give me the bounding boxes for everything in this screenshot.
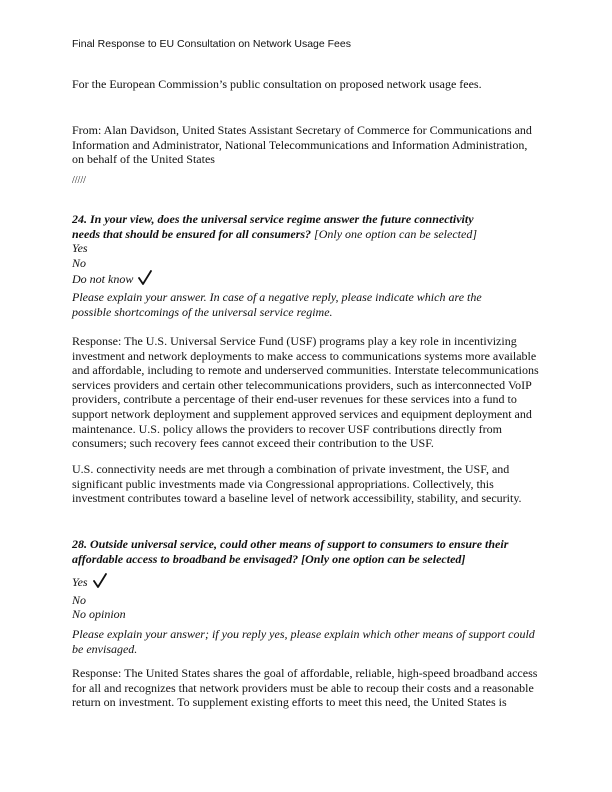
response-line: for all and recognizes that network providers must be able to recoup their costs and a reasonable	[72, 680, 534, 695]
from-line: on behalf of the United States	[72, 152, 215, 167]
question-28	[72, 537, 542, 566]
response-line: support network deployment and supplement approved services and equipment deployment and	[72, 406, 532, 421]
option-no: No	[72, 592, 87, 607]
question-24-note: [Only one option can be selected]	[314, 226, 478, 241]
response-line: consumers; such recovery fees cannot exceed their contribution to the USF.	[72, 436, 434, 451]
response-28	[72, 666, 542, 710]
question-28-line: affordable access to broadband be envisaged? [Only one option can be selected]	[72, 551, 466, 566]
response-line: Response: The United States shares the goal of affordable, reliable, high-speed broadband access	[72, 666, 538, 680]
response-line: providers, contribute a percentage of their end-user revenues for these services into a fund to	[72, 392, 517, 407]
response-24-para2	[72, 462, 542, 506]
prompt-line: be envisaged.	[72, 641, 138, 656]
response-line: return on investment. To supplement existing efforts to meet this need, the United States is	[72, 695, 507, 710]
checkmark-icon	[92, 573, 108, 593]
from-line: Information and Administrator, National Telecommunications and Information Administration,	[72, 137, 528, 152]
option-yes: Yes	[72, 241, 88, 256]
question-24-line: needs that should be ensured for all consumers?	[72, 226, 312, 241]
option-no-opinion: No opinion	[72, 607, 126, 622]
question-28-options	[72, 573, 542, 622]
response-line: services providers and certain other telecommunications providers, such as interconnected VoIP	[72, 377, 532, 392]
response-line: Response: The U.S. Universal Service Fund (USF) programs play a key role in incentivizing	[72, 334, 517, 348]
question-24-prompt: possible shortcomings of the universal service regime.	[72, 304, 333, 319]
question-24-prompt: Please explain your answer. In case of a negative reply, please indicate which are the	[72, 289, 482, 304]
question-28-prompt	[72, 627, 542, 656]
prompt-line: Please explain your answer; if you reply yes, please explain which other means of support could	[72, 627, 535, 641]
response-line: U.S. connectivity needs are met through a combination of private investment, the USF, and	[72, 462, 510, 476]
response-line: investment and network deployments to make access to communications systems more available	[72, 348, 537, 363]
checkmark-icon	[137, 270, 153, 290]
from-block	[72, 123, 542, 167]
intro-text: For the European Commission’s public consultation on proposed network usage fees.	[72, 77, 482, 91]
question-24-line: 24. In your view, does the universal service regime answer the future connectivity	[72, 212, 474, 226]
question-24	[72, 212, 542, 319]
from-line: From: Alan Davidson, United States Assistant Secretary of Commerce for Communications and	[72, 123, 532, 137]
separator: /////	[72, 175, 86, 186]
option-do-not-know: Do not know	[72, 272, 134, 287]
page-header: Final Response to EU Consultation on Network Usage Fees	[72, 38, 351, 50]
response-24-para1	[72, 334, 542, 451]
response-line: significant public investments made via Congressional appropriations. Collectively, this	[72, 476, 494, 491]
response-line: investment contributes toward a baseline level of network accessibility, stability, and security.	[72, 491, 522, 506]
option-no: No	[72, 255, 87, 270]
response-line: and affordable, including to remote and underserved communities. Interstate telecommunications	[72, 363, 539, 378]
option-yes: Yes	[72, 575, 88, 589]
response-line: maintenance. U.S. policy allows the providers to recover USF contributions directly from	[72, 421, 502, 436]
question-28-line: 28. Outside universal service, could other means of support to consumers to ensure their	[72, 537, 509, 551]
